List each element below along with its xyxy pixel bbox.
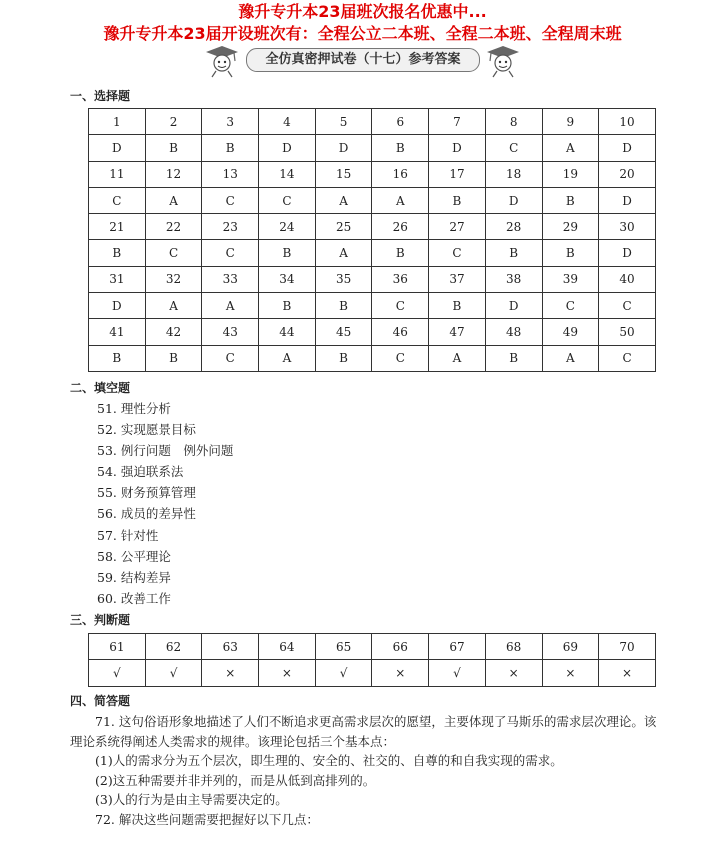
list-item: 55. 财务预算管理 <box>97 485 196 501</box>
table-cell: B <box>145 345 202 371</box>
table-cell: 46 <box>372 319 429 345</box>
table-cell: A <box>372 187 429 213</box>
table-cell: D <box>315 135 372 161</box>
table-cell: 66 <box>372 634 429 660</box>
table-cell: 32 <box>145 266 202 292</box>
table-cell: 18 <box>485 161 542 187</box>
table-cell: 62 <box>145 634 202 660</box>
table-cell: A <box>315 187 372 213</box>
table-cell: 68 <box>485 634 542 660</box>
table-cell: 67 <box>429 634 486 660</box>
table-cell: 13 <box>202 161 259 187</box>
answer-paragraph: (3)人的行为是由主导需要决定的。 <box>95 792 288 807</box>
table-cell: B <box>485 240 542 266</box>
table-row <box>89 634 656 660</box>
table-cell: A <box>429 345 486 371</box>
table-cell: C <box>89 187 146 213</box>
table-cell: 4 <box>259 109 316 135</box>
list-item: 54. 强迫联系法 <box>97 464 184 480</box>
table-cell: D <box>485 187 542 213</box>
table-row <box>89 109 656 135</box>
table-row <box>89 187 656 213</box>
table-cell: 16 <box>372 161 429 187</box>
table-cell: 20 <box>599 161 656 187</box>
table-cell: B <box>542 187 599 213</box>
table-cell: C <box>202 240 259 266</box>
table-cell: 26 <box>372 214 429 240</box>
table-cell: 5 <box>315 109 372 135</box>
table-cell: × <box>372 660 429 686</box>
table-cell: 42 <box>145 319 202 345</box>
table-cell: 41 <box>89 319 146 345</box>
table-cell: 23 <box>202 214 259 240</box>
table-cell: 11 <box>89 161 146 187</box>
table-cell: C <box>429 240 486 266</box>
table-cell: 37 <box>429 266 486 292</box>
table-cell: D <box>599 187 656 213</box>
table-cell: D <box>599 135 656 161</box>
answer-paragraph: (2)这五种需要并非并列的，而是从低到高排列的。 <box>95 772 376 788</box>
short-answer-body <box>70 712 660 829</box>
section-title-choice: 一、选择题 <box>70 89 131 103</box>
table-cell: 65 <box>315 634 372 660</box>
table-cell: A <box>542 135 599 161</box>
table-cell: × <box>599 660 656 686</box>
table-cell: 29 <box>542 214 599 240</box>
table-cell: B <box>429 187 486 213</box>
table-cell: 27 <box>429 214 486 240</box>
table-cell: 70 <box>599 634 656 660</box>
table-cell: 40 <box>599 266 656 292</box>
table-cell: C <box>372 345 429 371</box>
table-cell: 33 <box>202 266 259 292</box>
list-item: 51. 理性分析 <box>97 401 171 416</box>
table-cell: 3 <box>202 109 259 135</box>
table-cell: B <box>89 240 146 266</box>
answer-paragraph: (1)人的需求分为五个层次，即生理的、安全的、社交的、自尊的和自我实现的需求。 <box>95 753 563 768</box>
table-cell: C <box>202 345 259 371</box>
table-cell: 17 <box>429 161 486 187</box>
list-item: 52. 实现愿景目标 <box>97 422 196 438</box>
table-cell: B <box>485 345 542 371</box>
table-cell: B <box>202 135 259 161</box>
table-cell: × <box>485 660 542 686</box>
table-cell: C <box>599 345 656 371</box>
table-cell: C <box>542 293 599 319</box>
table-cell: 12 <box>145 161 202 187</box>
table-cell: B <box>89 345 146 371</box>
table-cell: 39 <box>542 266 599 292</box>
list-item: 60. 改善工作 <box>97 590 171 606</box>
table-cell: 10 <box>599 109 656 135</box>
header-title: 全仿真密押试卷（十七）参考答案 <box>246 48 480 72</box>
table-cell: 9 <box>542 109 599 135</box>
table-cell: × <box>542 660 599 686</box>
answer-paragraph: 72. 解决这些问题需要把握好以下几点： <box>95 811 319 827</box>
table-cell: 2 <box>145 109 202 135</box>
table-cell: B <box>259 293 316 319</box>
table-cell: C <box>145 240 202 266</box>
table-cell: 25 <box>315 214 372 240</box>
table-cell: 48 <box>485 319 542 345</box>
table-cell: 30 <box>599 214 656 240</box>
graduate-mascot-icon <box>485 44 521 78</box>
table-cell: D <box>485 293 542 319</box>
table-cell: 24 <box>259 214 316 240</box>
choice-answer-table <box>88 108 656 372</box>
table-cell: 19 <box>542 161 599 187</box>
fill-answer-list <box>97 398 233 609</box>
table-cell: √ <box>145 660 202 686</box>
table-cell: 8 <box>485 109 542 135</box>
table-cell: D <box>89 135 146 161</box>
table-cell: × <box>259 660 316 686</box>
list-item: 59. 结构差异 <box>97 569 171 585</box>
table-cell: B <box>372 240 429 266</box>
table-cell: 21 <box>89 214 146 240</box>
table-cell: C <box>599 293 656 319</box>
table-cell: 35 <box>315 266 372 292</box>
table-cell: B <box>315 293 372 319</box>
table-cell: C <box>485 135 542 161</box>
table-cell: B <box>259 240 316 266</box>
table-cell: 36 <box>372 266 429 292</box>
table-cell: A <box>202 293 259 319</box>
table-cell: 50 <box>599 319 656 345</box>
table-cell: B <box>429 293 486 319</box>
table-row <box>89 319 656 345</box>
table-cell: 14 <box>259 161 316 187</box>
table-cell: 69 <box>542 634 599 660</box>
table-row <box>89 293 656 319</box>
list-item: 56. 成员的差异性 <box>97 506 196 522</box>
table-row <box>89 266 656 292</box>
table-cell: 49 <box>542 319 599 345</box>
table-cell: 43 <box>202 319 259 345</box>
table-cell: D <box>429 135 486 161</box>
table-cell: 47 <box>429 319 486 345</box>
table-cell: A <box>145 293 202 319</box>
table-row <box>89 345 656 371</box>
table-row <box>89 240 656 266</box>
answer-key-header <box>200 44 525 78</box>
table-cell: A <box>315 240 372 266</box>
graduate-mascot-icon <box>204 44 240 78</box>
table-cell: 38 <box>485 266 542 292</box>
table-cell: B <box>145 135 202 161</box>
table-cell: √ <box>315 660 372 686</box>
table-cell: 45 <box>315 319 372 345</box>
table-cell: 7 <box>429 109 486 135</box>
table-cell: C <box>202 187 259 213</box>
table-cell: A <box>542 345 599 371</box>
table-cell: 28 <box>485 214 542 240</box>
judge-answer-table <box>88 633 656 687</box>
table-cell: A <box>145 187 202 213</box>
promo-banner-line-2: 豫升专升本23届开设班次有：全程公立二本班、全程二本班、全程周末班 <box>103 24 622 43</box>
list-item: 57. 针对性 <box>97 527 159 543</box>
section-title-judge: 三、判断题 <box>70 613 131 627</box>
list-item: 58. 公平理论 <box>97 548 171 564</box>
table-cell: 31 <box>89 266 146 292</box>
promo-banner-line-1: 豫升专升本23届班次报名优惠中... <box>238 2 487 21</box>
table-row <box>89 161 656 187</box>
table-cell: 63 <box>202 634 259 660</box>
table-cell: D <box>259 135 316 161</box>
table-cell: C <box>372 293 429 319</box>
table-row <box>89 214 656 240</box>
table-cell: √ <box>89 660 146 686</box>
table-cell: 61 <box>89 634 146 660</box>
table-cell: 64 <box>259 634 316 660</box>
table-row <box>89 135 656 161</box>
table-cell: 15 <box>315 161 372 187</box>
table-row <box>89 660 656 686</box>
table-cell: 6 <box>372 109 429 135</box>
table-cell: A <box>259 345 316 371</box>
section-title-fill: 二、填空题 <box>70 381 131 395</box>
table-cell: D <box>599 240 656 266</box>
table-cell: B <box>315 345 372 371</box>
table-cell: D <box>89 293 146 319</box>
table-cell: 1 <box>89 109 146 135</box>
table-cell: 44 <box>259 319 316 345</box>
table-cell: × <box>202 660 259 686</box>
table-cell: C <box>259 187 316 213</box>
table-cell: B <box>542 240 599 266</box>
answer-paragraph: 71. 这句俗语形象地描述了人们不断追求更高需求层次的愿望，主要体现了马斯乐的需求层次理论。该理论系统得阐述人类需求的规律。该理论包括三个基本点： <box>70 714 657 749</box>
list-item: 53. 例行问题 例外问题 <box>97 443 234 459</box>
table-cell: √ <box>429 660 486 686</box>
table-cell: 22 <box>145 214 202 240</box>
table-cell: B <box>372 135 429 161</box>
section-title-short-answer: 四、简答题 <box>70 694 131 708</box>
table-cell: 34 <box>259 266 316 292</box>
